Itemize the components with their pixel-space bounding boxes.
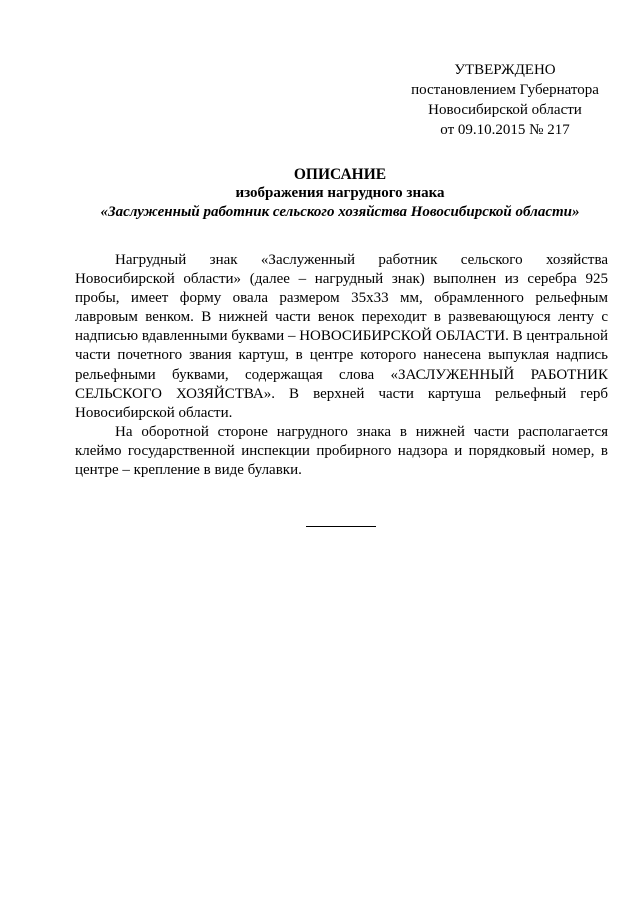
closing-rule	[306, 526, 376, 527]
paragraph-reverse-description: На оборотной стороне нагрудного знака в нижней части располагается клеймо государственной инспекции пробирного надзора и порядковый номер, в центре – крепление в виде булавки.	[75, 423, 608, 479]
approval-decree-line: постановлением Губернатора	[411, 82, 599, 98]
approval-stamp	[400, 60, 610, 140]
document-subtitle: изображения нагрудного знака	[235, 185, 445, 201]
paragraph-front-description: Нагрудный знак «Заслуженный работник сельского хозяйства Новосибирской области» (далее – нагрудный знак) выполнен из серебра 925 пробы, имеет форму овала размером 35х33 мм, обрамленного рельефным лавровым венком. В нижней части венок переходит в развевающуюся ленту с надписью вдавленными буквами – НОВОСИБИРСКОЙ ОБЛАСТИ. В центральной части почетного звания картуш, в центре которого нанесена выпуклая надпись рельефными буквами, содержащая слова «ЗАСЛУЖЕННЫЙ РАБОТНИК СЕЛЬСКОГО ХОЗЯЙСТВА». В верхней части картуша рельефный герб Новосибирской области.	[75, 252, 608, 421]
document-heading	[60, 165, 620, 222]
approval-region-line: Новосибирской области	[428, 102, 582, 118]
document-title: ОПИСАНИЕ	[293, 166, 387, 183]
approval-date-number: от 09.10.2015 № 217	[440, 122, 570, 138]
approval-label: УТВЕРЖДЕНО	[454, 62, 556, 78]
badge-name: «Заслуженный работник сельского хозяйства Новосибирской области»	[100, 204, 580, 220]
document-body	[75, 251, 608, 480]
